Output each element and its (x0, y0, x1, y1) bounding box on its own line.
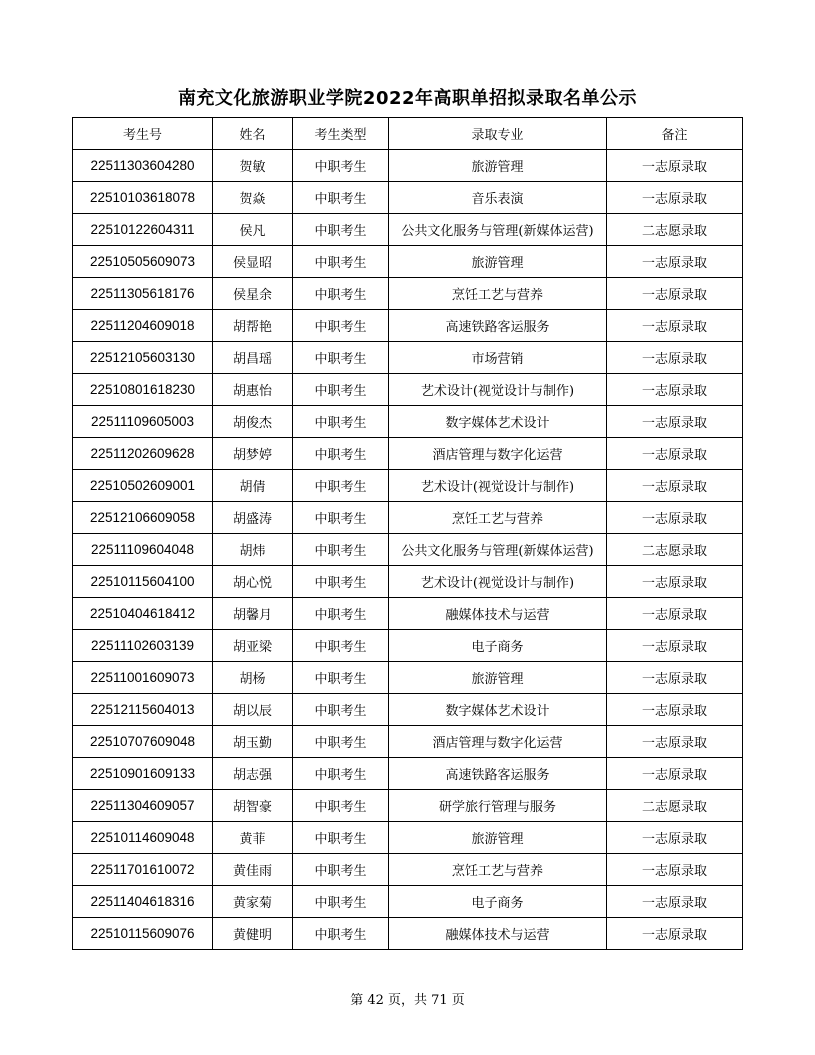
name-cell: 黄佳雨 (213, 854, 293, 886)
exam-id-cell: 22511305618176 (73, 278, 213, 310)
type-cell: 中职考生 (293, 694, 389, 726)
type-cell: 中职考生 (293, 534, 389, 566)
major-cell: 烹饪工艺与营养 (389, 278, 607, 310)
major-cell: 音乐表演 (389, 182, 607, 214)
header-remark: 备注 (607, 118, 743, 150)
type-cell: 中职考生 (293, 854, 389, 886)
name-cell: 黄健明 (213, 918, 293, 950)
remark-cell: 一志原录取 (607, 662, 743, 694)
name-cell: 胡盛涛 (213, 502, 293, 534)
exam-id-cell: 22511304609057 (73, 790, 213, 822)
exam-id-cell: 22510115604100 (73, 566, 213, 598)
remark-cell: 一志原录取 (607, 150, 743, 182)
major-cell: 烹饪工艺与营养 (389, 854, 607, 886)
name-cell: 黄菲 (213, 822, 293, 854)
exam-id-cell: 22510901609133 (73, 758, 213, 790)
exam-id-cell: 22511001609073 (73, 662, 213, 694)
type-cell: 中职考生 (293, 246, 389, 278)
header-name: 姓名 (213, 118, 293, 150)
type-cell: 中职考生 (293, 630, 389, 662)
major-cell: 数字媒体艺术设计 (389, 406, 607, 438)
type-cell: 中职考生 (293, 406, 389, 438)
type-cell: 中职考生 (293, 214, 389, 246)
name-cell: 胡杨 (213, 662, 293, 694)
table-row (73, 438, 743, 470)
major-cell: 旅游管理 (389, 822, 607, 854)
major-cell: 旅游管理 (389, 150, 607, 182)
major-cell: 融媒体技术与运营 (389, 918, 607, 950)
exam-id-cell: 22510502609001 (73, 470, 213, 502)
remark-cell: 一志原录取 (607, 566, 743, 598)
major-cell: 数字媒体艺术设计 (389, 694, 607, 726)
type-cell: 中职考生 (293, 438, 389, 470)
name-cell: 胡炜 (213, 534, 293, 566)
remark-cell: 二志愿录取 (607, 790, 743, 822)
name-cell: 胡倩 (213, 470, 293, 502)
major-cell: 酒店管理与数字化运营 (389, 438, 607, 470)
name-cell: 胡亚梁 (213, 630, 293, 662)
name-cell: 胡惠怡 (213, 374, 293, 406)
remark-cell: 一志原录取 (607, 374, 743, 406)
table-row (73, 374, 743, 406)
major-cell: 电子商务 (389, 886, 607, 918)
type-cell: 中职考生 (293, 790, 389, 822)
name-cell: 侯凡 (213, 214, 293, 246)
table-row (73, 470, 743, 502)
exam-id-cell: 22511303604280 (73, 150, 213, 182)
type-cell: 中职考生 (293, 598, 389, 630)
remark-cell: 一志原录取 (607, 726, 743, 758)
name-cell: 胡帮艳 (213, 310, 293, 342)
name-cell: 胡俊杰 (213, 406, 293, 438)
table-row (73, 790, 743, 822)
table-row (73, 726, 743, 758)
remark-cell: 二志愿录取 (607, 534, 743, 566)
table-row (73, 886, 743, 918)
name-cell: 贺敏 (213, 150, 293, 182)
header-type: 考生类型 (293, 118, 389, 150)
table-row (73, 502, 743, 534)
remark-cell: 一志原录取 (607, 854, 743, 886)
table-row (73, 150, 743, 182)
table-row (73, 214, 743, 246)
exam-id-cell: 22511109605003 (73, 406, 213, 438)
exam-id-cell: 22511102603139 (73, 630, 213, 662)
type-cell: 中职考生 (293, 822, 389, 854)
table-row (73, 598, 743, 630)
remark-cell: 一志原录取 (607, 182, 743, 214)
table-row (73, 182, 743, 214)
table-row (73, 566, 743, 598)
table-row (73, 918, 743, 950)
remark-cell: 一志原录取 (607, 886, 743, 918)
type-cell: 中职考生 (293, 758, 389, 790)
table-row (73, 310, 743, 342)
name-cell: 胡智豪 (213, 790, 293, 822)
name-cell: 胡以辰 (213, 694, 293, 726)
name-cell: 胡志强 (213, 758, 293, 790)
remark-cell: 一志原录取 (607, 278, 743, 310)
exam-id-cell: 22511404618316 (73, 886, 213, 918)
remark-cell: 二志愿录取 (607, 214, 743, 246)
name-cell: 侯显昭 (213, 246, 293, 278)
type-cell: 中职考生 (293, 278, 389, 310)
major-cell: 高速铁路客运服务 (389, 758, 607, 790)
page-footer: 第 42 页，共 71 页 (350, 993, 465, 1008)
exam-id-cell: 22511109604048 (73, 534, 213, 566)
name-cell: 黄家菊 (213, 886, 293, 918)
exam-id-cell: 22511204609018 (73, 310, 213, 342)
exam-id-cell: 22512115604013 (73, 694, 213, 726)
type-cell: 中职考生 (293, 150, 389, 182)
exam-id-cell: 22510801618230 (73, 374, 213, 406)
type-cell: 中职考生 (293, 310, 389, 342)
major-cell: 市场营销 (389, 342, 607, 374)
remark-cell: 一志原录取 (607, 918, 743, 950)
table-row (73, 694, 743, 726)
type-cell: 中职考生 (293, 342, 389, 374)
type-cell: 中职考生 (293, 502, 389, 534)
table-row (73, 246, 743, 278)
exam-id-cell: 22510707609048 (73, 726, 213, 758)
remark-cell: 一志原录取 (607, 630, 743, 662)
type-cell: 中职考生 (293, 886, 389, 918)
table-row (73, 406, 743, 438)
header-exam-id: 考生号 (73, 118, 213, 150)
exam-id-cell: 22510115609076 (73, 918, 213, 950)
major-cell: 融媒体技术与运营 (389, 598, 607, 630)
name-cell: 贺焱 (213, 182, 293, 214)
exam-id-cell: 22511202609628 (73, 438, 213, 470)
table-row (73, 342, 743, 374)
exam-id-cell: 22511701610072 (73, 854, 213, 886)
major-cell: 公共文化服务与管理(新媒体运营) (389, 534, 607, 566)
type-cell: 中职考生 (293, 726, 389, 758)
type-cell: 中职考生 (293, 470, 389, 502)
table-row (73, 662, 743, 694)
remark-cell: 一志原录取 (607, 758, 743, 790)
major-cell: 艺术设计(视觉设计与制作) (389, 374, 607, 406)
table-body (73, 150, 743, 950)
major-cell: 旅游管理 (389, 662, 607, 694)
remark-cell: 一志原录取 (607, 342, 743, 374)
type-cell: 中职考生 (293, 374, 389, 406)
major-cell: 高速铁路客运服务 (389, 310, 607, 342)
name-cell: 胡昌瑶 (213, 342, 293, 374)
major-cell: 烹饪工艺与营养 (389, 502, 607, 534)
major-cell: 旅游管理 (389, 246, 607, 278)
remark-cell: 一志原录取 (607, 502, 743, 534)
type-cell: 中职考生 (293, 662, 389, 694)
name-cell: 胡玉勤 (213, 726, 293, 758)
table-row (73, 822, 743, 854)
major-cell: 电子商务 (389, 630, 607, 662)
remark-cell: 一志原录取 (607, 822, 743, 854)
page-title: 南充文化旅游职业学院2022年高职单招拟录取名单公示 (177, 88, 638, 109)
table-row (73, 630, 743, 662)
major-cell: 研学旅行管理与服务 (389, 790, 607, 822)
major-cell: 公共文化服务与管理(新媒体运营) (389, 214, 607, 246)
remark-cell: 一志原录取 (607, 406, 743, 438)
table-row (73, 854, 743, 886)
major-cell: 艺术设计(视觉设计与制作) (389, 566, 607, 598)
remark-cell: 一志原录取 (607, 598, 743, 630)
major-cell: 艺术设计(视觉设计与制作) (389, 470, 607, 502)
remark-cell: 一志原录取 (607, 310, 743, 342)
name-cell: 胡馨月 (213, 598, 293, 630)
header-major: 录取专业 (389, 118, 607, 150)
exam-id-cell: 22512105603130 (73, 342, 213, 374)
table-row (73, 278, 743, 310)
remark-cell: 一志原录取 (607, 694, 743, 726)
exam-id-cell: 22510404618412 (73, 598, 213, 630)
exam-id-cell: 22512106609058 (73, 502, 213, 534)
name-cell: 侯星余 (213, 278, 293, 310)
remark-cell: 一志原录取 (607, 438, 743, 470)
exam-id-cell: 22510103618078 (73, 182, 213, 214)
remark-cell: 一志原录取 (607, 246, 743, 278)
name-cell: 胡心悦 (213, 566, 293, 598)
exam-id-cell: 22510505609073 (73, 246, 213, 278)
table-row (73, 534, 743, 566)
table-row (73, 758, 743, 790)
exam-id-cell: 22510122604311 (73, 214, 213, 246)
type-cell: 中职考生 (293, 566, 389, 598)
type-cell: 中职考生 (293, 182, 389, 214)
table-header-row (73, 118, 743, 150)
remark-cell: 一志原录取 (607, 470, 743, 502)
exam-id-cell: 22510114609048 (73, 822, 213, 854)
admission-table (72, 117, 743, 950)
name-cell: 胡梦婷 (213, 438, 293, 470)
major-cell: 酒店管理与数字化运营 (389, 726, 607, 758)
type-cell: 中职考生 (293, 918, 389, 950)
